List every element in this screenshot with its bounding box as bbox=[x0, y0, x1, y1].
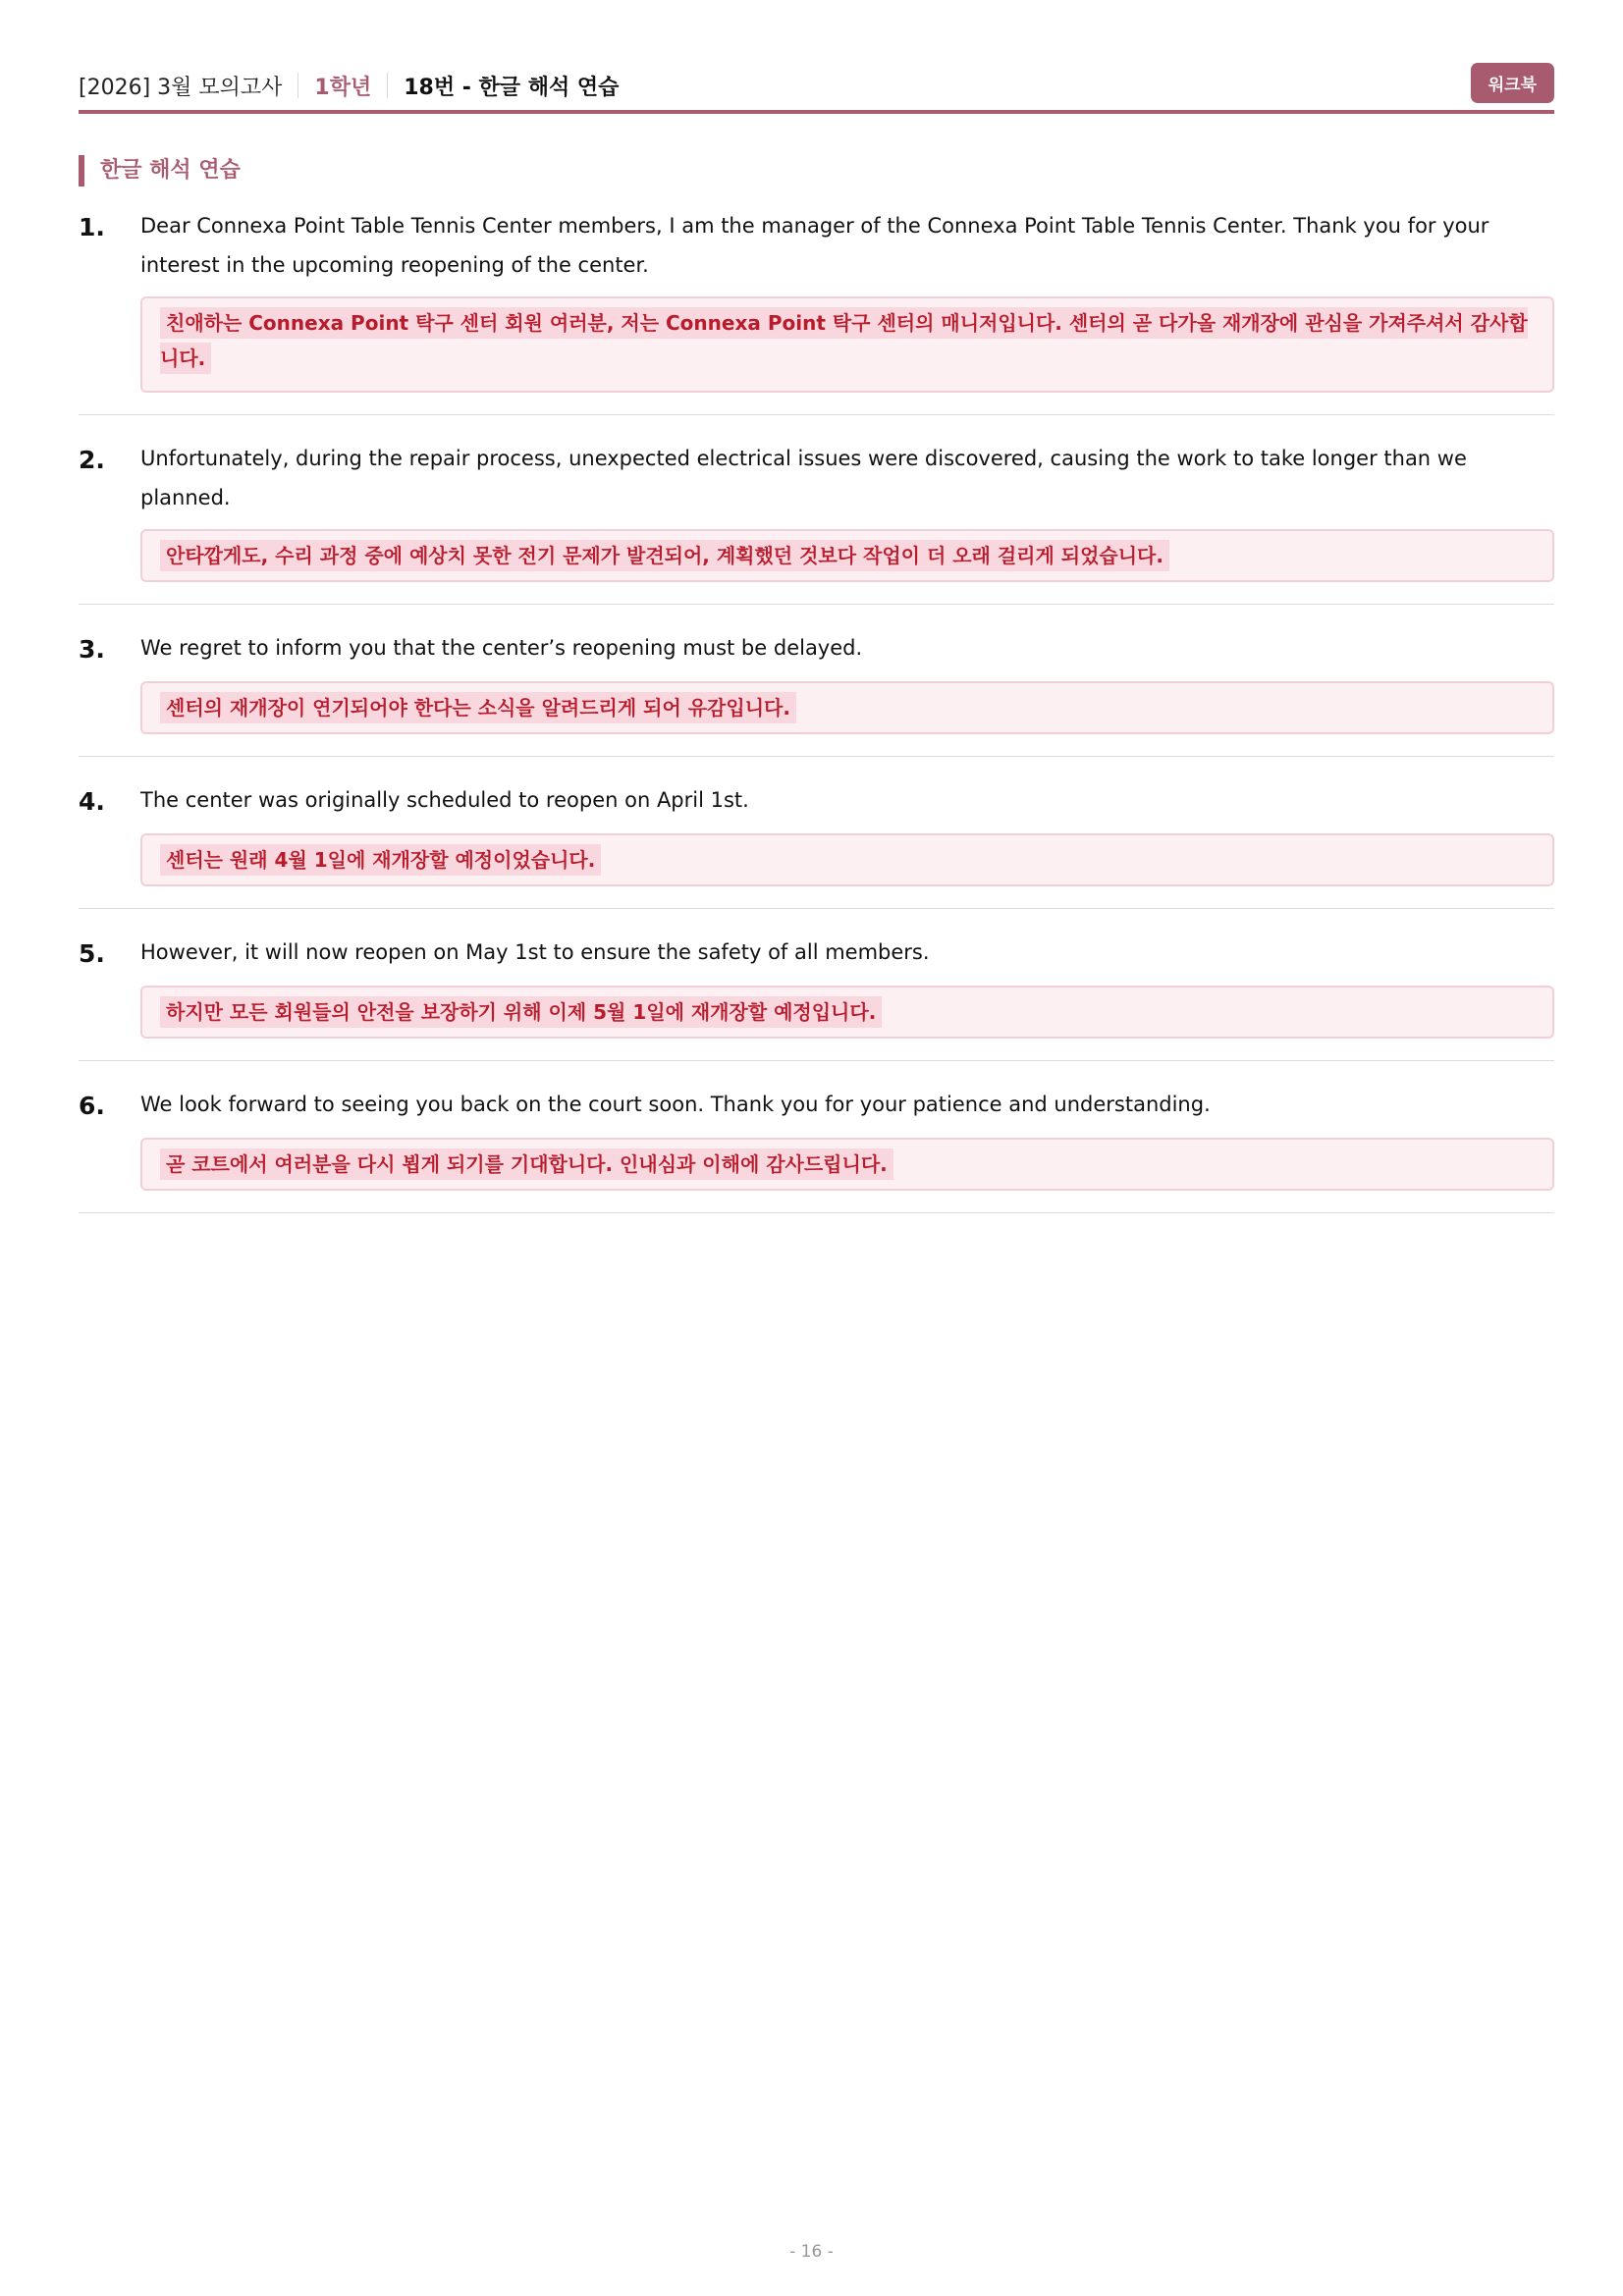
page-title: 18번 - 한글 해석 연습 bbox=[404, 75, 620, 100]
header-divider bbox=[387, 73, 388, 98]
english-sentence: We regret to inform you that the center’s reopening must be delayed. bbox=[140, 636, 863, 660]
item-number: 1. bbox=[79, 213, 105, 241]
korean-translation: 곧 코트에서 여러분을 다시 뵙게 되기를 기대합니다. 인내심과 이해에 감사드립니다. bbox=[160, 1148, 893, 1180]
sentence-list bbox=[79, 206, 1554, 1237]
list-item bbox=[79, 628, 1554, 757]
english-sentence: The center was originally scheduled to reopen on April 1st. bbox=[140, 788, 749, 812]
section-title: 한글 해석 연습 bbox=[79, 155, 241, 187]
translation-box bbox=[140, 296, 1554, 393]
item-number: 3. bbox=[79, 635, 105, 664]
translation-box bbox=[140, 986, 1554, 1039]
list-item bbox=[79, 1085, 1554, 1213]
page-number: - 16 - bbox=[789, 2242, 834, 2262]
english-sentence: However, it will now reopen on May 1st to ensure the safety of all members. bbox=[140, 940, 930, 964]
english-sentence: We look forward to seeing you back on the court soon. Thank you for your patience and understanding. bbox=[140, 1093, 1211, 1116]
korean-translation: 센터는 원래 4월 1일에 재개장할 예정이었습니다. bbox=[160, 844, 601, 876]
translation-box bbox=[140, 833, 1554, 886]
item-number: 2. bbox=[79, 446, 105, 474]
korean-translation: 센터의 재개장이 연기되어야 한다는 소식을 알려드리게 되어 유감입니다. bbox=[160, 692, 796, 723]
grade-label: 1학년 bbox=[314, 75, 372, 100]
korean-translation: 하지만 모든 회원들의 안전을 보장하기 위해 이제 5월 1일에 재개장할 예정입니다. bbox=[160, 996, 882, 1028]
item-number: 4. bbox=[79, 787, 105, 816]
korean-translation: 안타깝게도, 수리 과정 중에 예상치 못한 전기 문제가 발견되어, 계획했던 것보다 작업이 더 오래 걸리게 되었습니다. bbox=[160, 540, 1169, 571]
translation-box bbox=[140, 529, 1554, 582]
item-number: 5. bbox=[79, 939, 105, 968]
page-header bbox=[79, 61, 1554, 114]
list-item bbox=[79, 206, 1554, 415]
english-sentence: Unfortunately, during the repair process, unexpected electrical issues were discovered, causing the work to take longer than we planned. bbox=[140, 447, 1467, 509]
translation-box bbox=[140, 681, 1554, 734]
list-item bbox=[79, 780, 1554, 909]
workbook-badge: 워크북 bbox=[1471, 63, 1554, 103]
item-number: 6. bbox=[79, 1092, 105, 1120]
list-item bbox=[79, 439, 1554, 605]
english-sentence: Dear Connexa Point Table Tennis Center members, I am the manager of the Connexa Point Table Tennis Center. Thank you for your interest in the upcoming reopening of the center. bbox=[140, 214, 1489, 277]
list-item bbox=[79, 933, 1554, 1061]
exam-name: [2026] 3월 모의고사 bbox=[79, 75, 283, 100]
translation-box bbox=[140, 1138, 1554, 1191]
korean-translation: 친애하는 Connexa Point 탁구 센터 회원 여러분, 저는 Connexa Point 탁구 센터의 매니저입니다. 센터의 곧 다가올 재개장에 관심을 가져주셔서 감사합니다. bbox=[160, 307, 1528, 374]
